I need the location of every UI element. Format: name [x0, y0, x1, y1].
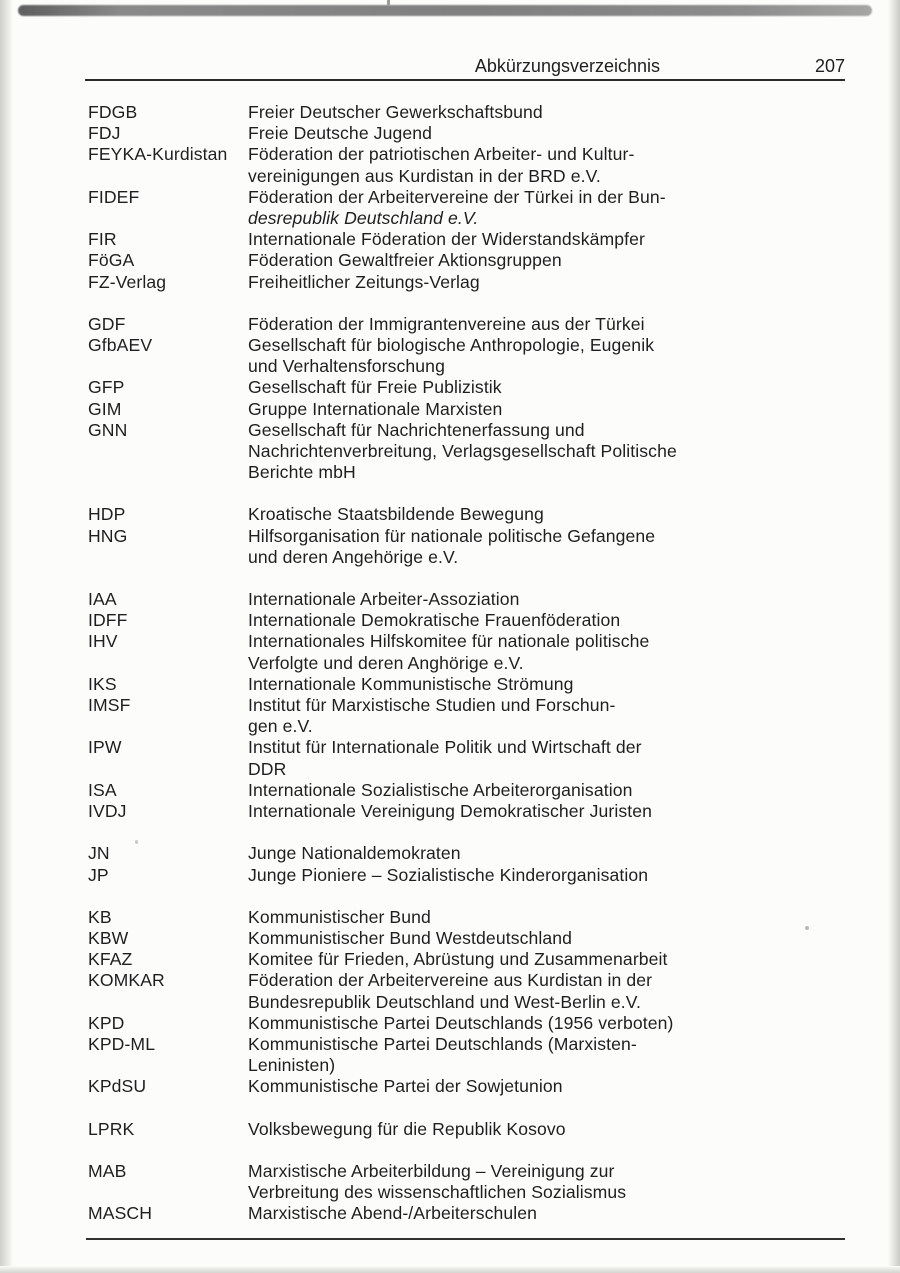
running-head — [88, 54, 845, 78]
abbr-entry — [88, 1034, 845, 1076]
abbr-definition — [248, 229, 845, 250]
abbr-entry — [88, 1161, 845, 1203]
abbr-entry — [88, 187, 845, 229]
abbr-term: KOMKAR — [88, 970, 165, 991]
definition-line: Internationale Föderation der Widerstandskämpfer — [248, 229, 645, 250]
abbr-term: KPdSU — [88, 1076, 147, 1097]
abbr-term: KPD — [88, 1012, 125, 1033]
definition-line: Föderation Gewaltfreier Aktionsgruppen — [248, 250, 562, 271]
definition-line: Kommunistische Partei der Sowjetunion — [248, 1076, 563, 1097]
abbr-definition — [248, 102, 845, 123]
definition-line: Nachrichtenverbreitung, Verlagsgesellschaft Politische — [248, 441, 677, 462]
definition-line: Bundesrepublik Deutschland und West-Berlin e.V. — [248, 991, 641, 1012]
abbr-entry — [88, 843, 845, 864]
abbr-entry — [88, 1013, 845, 1034]
abbr-term: GfbAEV — [88, 335, 153, 356]
abbr-definition — [248, 865, 845, 886]
abbr-group — [88, 843, 845, 885]
definition-line: Internationale Arbeiter-Assoziation — [248, 589, 520, 610]
definition-line: Gruppe Internationale Marxisten — [248, 398, 503, 419]
abbr-entry — [88, 1203, 845, 1224]
definition-line: Volksbewegung für die Republik Kosovo — [248, 1118, 566, 1139]
abbr-group — [88, 907, 845, 1098]
abbr-definition — [248, 377, 845, 398]
abbr-definition — [248, 801, 845, 822]
abbr-entry — [88, 674, 845, 695]
abbr-definition — [248, 674, 845, 695]
abbr-definition — [248, 907, 845, 928]
definition-line: Kommunistischer Bund Westdeutschland — [248, 927, 573, 948]
abbr-term: IMSF — [88, 695, 131, 716]
abbr-entry — [88, 928, 845, 949]
abbr-entry — [88, 780, 845, 801]
definition-line: Internationale Sozialistische Arbeiterorganisation — [248, 779, 633, 800]
definition-line: Föderation der Arbeitervereine der Türkei in der Bun- — [248, 186, 666, 207]
definition-line: Kommunistischer Bund — [248, 906, 431, 927]
definition-line: Kroatische Staatsbildende Bewegung — [248, 504, 544, 525]
abbr-group — [88, 504, 845, 568]
definition-line: vereinigungen aus Kurdistan in der BRD e.V. — [248, 165, 601, 186]
abbr-term: FZ-Verlag — [88, 271, 167, 292]
abbr-entry — [88, 420, 845, 484]
definition-line: Föderation der Immigrantenvereine aus der Türkei — [248, 313, 645, 334]
abbr-entry — [88, 102, 845, 123]
header-rule — [85, 79, 845, 81]
abbr-term: FDGB — [88, 102, 138, 122]
abbr-entry — [88, 907, 845, 928]
abbr-entry — [88, 335, 845, 377]
abbr-definition — [248, 504, 845, 525]
abbr-term: KFAZ — [88, 949, 133, 970]
abbr-group — [88, 314, 845, 484]
abbr-entry — [88, 949, 845, 970]
abbr-term: FIR — [88, 229, 117, 250]
definition-line: Kommunistische Partei Deutschlands (1956 verboten) — [248, 1012, 674, 1033]
scan-artifact-bar — [18, 5, 872, 16]
definition-line: Verfolgte und deren Anghörige e.V. — [248, 652, 524, 673]
abbr-definition — [248, 1119, 845, 1140]
abbr-term: KBW — [88, 927, 129, 948]
abbr-group — [88, 1119, 845, 1140]
page-number: 207 — [814, 56, 845, 76]
abbr-definition — [248, 843, 845, 864]
abbr-term: HNG — [88, 525, 128, 546]
abbr-term: GDF — [88, 313, 126, 334]
abbr-definition — [248, 272, 845, 293]
abbr-definition — [248, 314, 845, 335]
definition-line: Internationales Hilfskomitee für nationale politische — [248, 631, 650, 652]
abbr-entry — [88, 504, 845, 525]
definition-line: Internationale Demokratische Frauenföderation — [248, 610, 621, 631]
scan-speck — [135, 840, 138, 844]
abbr-term: FDJ — [88, 123, 121, 144]
abbr-definition — [248, 780, 845, 801]
abbr-entry — [88, 1119, 845, 1140]
page-header-title: Abkürzungsverzeichnis — [474, 56, 660, 76]
definition-line: Berichte mbH — [248, 462, 356, 483]
abbr-definition — [248, 1034, 845, 1076]
scan-bottom-edge — [0, 1266, 900, 1273]
definition-line: Marxistische Abend-/Arbeiterschulen — [248, 1203, 538, 1224]
scan-left-edge — [0, 0, 13, 1273]
definition-line: Verbreitung des wissenschaftlichen Sozialismus — [248, 1181, 627, 1202]
definition-line: Freie Deutsche Jugend — [248, 123, 433, 144]
abbr-term: ISA — [88, 779, 117, 800]
abbr-entry — [88, 589, 845, 610]
definition-line: DDR — [248, 758, 287, 779]
abbr-entry — [88, 970, 845, 1012]
abbr-term: GNN — [88, 419, 128, 440]
abbreviation-list — [88, 102, 845, 1224]
definition-line: Föderation der patriotischen Arbeiter- und Kultur- — [248, 144, 635, 165]
abbr-entry — [88, 526, 845, 568]
abbr-definition — [248, 928, 845, 949]
abbr-term: FöGA — [88, 250, 135, 271]
abbr-entry — [88, 250, 845, 271]
definition-line: desrepublik Deutschland e.V. — [248, 208, 479, 229]
abbr-definition — [248, 526, 845, 568]
definition-line: und Verhaltensforschung — [248, 356, 445, 377]
definition-line: Institut für Marxistische Studien und Forschun- — [248, 695, 616, 716]
definition-line: Kommunistische Partei Deutschlands (Marxisten- — [248, 1033, 637, 1054]
abbr-definition — [248, 144, 845, 186]
abbr-definition — [248, 250, 845, 271]
abbr-entry — [88, 314, 845, 335]
abbr-definition — [248, 1076, 845, 1097]
footer-rule — [86, 1238, 845, 1240]
abbr-term: KB — [88, 906, 112, 927]
definition-line: gen e.V. — [248, 716, 313, 737]
abbr-term: JN — [88, 843, 110, 864]
abbr-definition — [248, 737, 845, 779]
abbr-definition — [248, 123, 845, 144]
abbr-definition — [248, 970, 845, 1012]
abbr-entry — [88, 272, 845, 293]
definition-line: Freier Deutscher Gewerkschaftsbund — [248, 102, 543, 122]
definition-line: Komitee für Frieden, Abrüstung und Zusammenarbeit — [248, 949, 668, 970]
abbr-entry — [88, 610, 845, 631]
abbr-term: GFP — [88, 377, 125, 398]
abbr-term: LPRK — [88, 1118, 135, 1139]
definition-line: Marxistische Arbeiterbildung – Vereinigung zur — [248, 1160, 615, 1181]
abbr-entry — [88, 737, 845, 779]
abbr-term: IPW — [88, 737, 122, 758]
definition-line: Junge Pioniere – Sozialistische Kinderorganisation — [248, 864, 649, 885]
abbr-entry — [88, 229, 845, 250]
abbr-entry — [88, 695, 845, 737]
abbr-entry — [88, 631, 845, 673]
definition-line: Hilfsorganisation für nationale politische Gefangene — [248, 525, 656, 546]
abbr-definition — [248, 949, 845, 970]
abbr-term: HDP — [88, 504, 126, 525]
abbr-definition — [248, 1203, 845, 1224]
abbr-entry — [88, 865, 845, 886]
abbr-term: IAA — [88, 589, 117, 610]
definition-line: und deren Angehörige e.V. — [248, 546, 459, 567]
abbr-definition — [248, 631, 845, 673]
abbr-term: IDFF — [88, 610, 128, 631]
abbr-entry — [88, 123, 845, 144]
abbr-term: GIM — [88, 398, 122, 419]
abbr-definition — [248, 420, 845, 484]
abbr-term: KPD-ML — [88, 1033, 156, 1054]
abbr-definition — [248, 1161, 845, 1203]
definition-line: Freiheitlicher Zeitungs-Verlag — [248, 271, 480, 292]
abbr-definition — [248, 695, 845, 737]
abbr-term: IKS — [88, 673, 117, 694]
abbr-term: MAB — [88, 1160, 127, 1181]
definition-line: Institut für Internationale Politik und Wirtschaft der — [248, 737, 642, 758]
abbr-term: JP — [88, 864, 109, 885]
definition-line: Leninisten) — [248, 1055, 336, 1076]
abbr-entry — [88, 144, 845, 186]
abbr-term: FIDEF — [88, 186, 140, 207]
abbr-definition — [248, 589, 845, 610]
abbr-definition — [248, 610, 845, 631]
definition-line: Junge Nationaldemokraten — [248, 843, 461, 864]
abbr-entry — [88, 399, 845, 420]
abbr-term: IHV — [88, 631, 118, 652]
abbr-term: FEYKA-Kurdistan — [88, 144, 228, 165]
scan-artifact-tick — [387, 0, 390, 6]
definition-line: Gesellschaft für Nachrichtenerfassung und — [248, 419, 585, 440]
definition-line: Internationale Kommunistische Strömung — [248, 673, 574, 694]
abbr-definition — [248, 1013, 845, 1034]
abbr-term: MASCH — [88, 1203, 153, 1224]
definition-line: Gesellschaft für biologische Anthropologie, Eugenik — [248, 335, 655, 356]
abbr-group — [88, 102, 845, 293]
definition-line: Föderation der Arbeitervereine aus Kurdistan in der — [248, 970, 653, 991]
abbr-entry — [88, 377, 845, 398]
abbr-entry — [88, 801, 845, 822]
abbr-term: IVDJ — [88, 801, 127, 822]
scan-speck — [805, 926, 809, 930]
abbr-group — [88, 1161, 845, 1225]
abbr-group — [88, 589, 845, 822]
abbr-definition — [248, 335, 845, 377]
abbr-entry — [88, 1076, 845, 1097]
abbr-definition — [248, 187, 845, 229]
abbr-definition — [248, 399, 845, 420]
definition-line: Internationale Vereinigung Demokratischer Juristen — [248, 801, 653, 822]
scan-right-edge — [888, 0, 900, 1273]
definition-line: Gesellschaft für Freie Publizistik — [248, 377, 502, 398]
